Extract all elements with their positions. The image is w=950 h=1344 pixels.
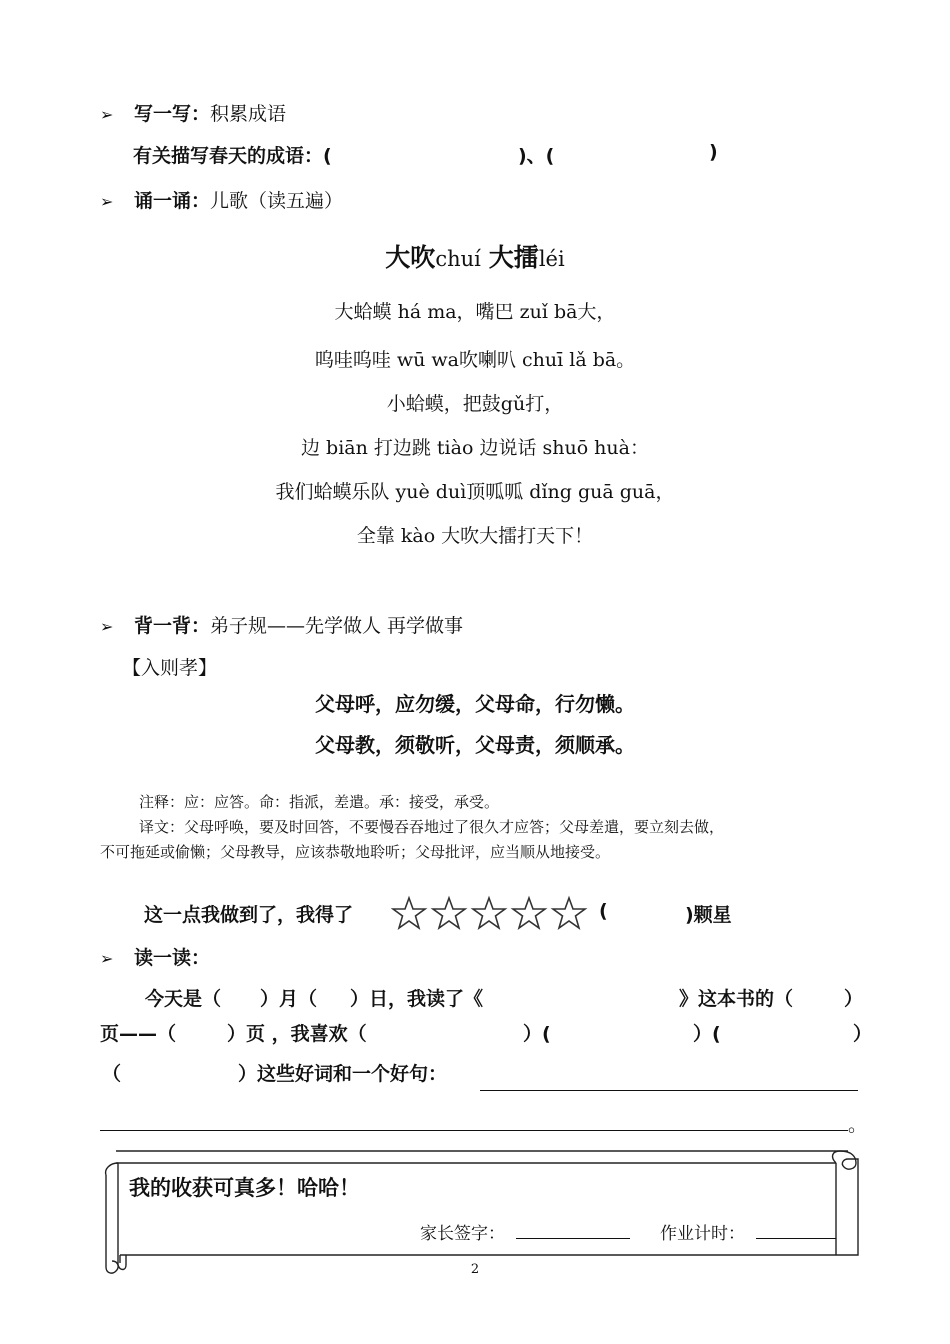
section-memorize-heading [100, 611, 463, 638]
stars-close: )颗星 [685, 904, 732, 926]
poem-line: 我们蛤蟆乐队 yuè duì顶呱呱 dǐng guā guā， [275, 481, 675, 503]
homework-time-field[interactable] [756, 1238, 836, 1239]
section-label: 诵一诵： [134, 190, 211, 212]
section-label: 背一背： [134, 615, 211, 637]
verse-line: 父母呼，应勿缓，父母命，行勿懒。 [315, 692, 635, 716]
sentence-answer-line[interactable] [480, 1090, 858, 1091]
parent-sign-label: 家长签字： [420, 1224, 505, 1244]
read-text: ）月（ [260, 988, 318, 1010]
verse-line: 父母教，须敬听，父母责，须顺承。 [315, 733, 635, 757]
read-text: ）( [693, 1023, 721, 1045]
star-outline-icons[interactable] [391, 895, 591, 931]
stars-text: 这一点我做到了，我得了 [144, 904, 354, 926]
page-number: 2 [470, 1262, 480, 1277]
read-text: 今天是（ [145, 988, 222, 1010]
read-text: ）日，我读了《 [350, 988, 484, 1010]
idiom-separator: )、( [518, 145, 555, 167]
read-text: （ [102, 1063, 122, 1085]
section-topic: 积累成语 [210, 103, 287, 125]
read-text: 》这本书的（ [679, 988, 794, 1010]
arrow-bullet-icon: ➢ [100, 105, 114, 124]
section-label: 读一读： [134, 947, 211, 969]
read-text: ）这些好词和一个好句： [238, 1063, 448, 1085]
parent-sign-field[interactable] [516, 1238, 630, 1239]
star-rating[interactable] [391, 895, 591, 935]
poem-line: 呜哇呜哇 wū wa吹喇叭 chuī lǎ bā。 [314, 349, 636, 371]
poem-line: 小蛤蟆，把鼓gǔ打， [386, 393, 564, 415]
arrow-bullet-icon: ➢ [100, 949, 114, 968]
translation-line-1: 译文：父母呼唤，要及时回答，不要慢吞吞地过了很久才应答；父母差遣，要立刻去做， [139, 818, 725, 836]
stars-open: ( [599, 900, 608, 922]
read-text: ） [844, 988, 864, 1010]
section-write-heading [100, 99, 286, 126]
memorize-subtitle: 【入则孝】 [122, 657, 218, 679]
homework-time-label: 作业计时： [660, 1224, 745, 1244]
translation-line-2: 不可拖延或偷懒；父母教导，应该恭敬地聆听；父母批评，应当顺从地接受。 [100, 843, 611, 861]
arrow-bullet-icon: ➢ [100, 617, 114, 636]
sentence-answer-line-2[interactable] [100, 1130, 848, 1131]
end-mark: 。 [848, 1114, 868, 1136]
section-read-heading [100, 943, 210, 970]
idiom-prompt: 有关描写春天的成语：( [133, 145, 332, 167]
arrow-bullet-icon: ➢ [100, 192, 114, 211]
idiom-close: ) [709, 141, 718, 163]
read-text: ） [853, 1023, 873, 1045]
annotation-note: 注释：应：应答。命：指派，差遣。承：接受，承受。 [139, 793, 500, 811]
section-label: 写一写： [134, 103, 211, 125]
scroll-banner-frame [96, 1143, 864, 1275]
poem-line: 边 biān 打边跳 tiào 边说话 shuō huà： [301, 437, 649, 459]
scroll-title: 我的收获可真多！哈哈！ [129, 1176, 360, 1200]
read-text: ）( [523, 1023, 551, 1045]
read-text: ）页 ，我喜欢（ [227, 1023, 367, 1045]
poem-line: 大蛤蟆 há ma，嘴巴 zuǐ bā大， [334, 301, 616, 323]
read-text: 页——（ [100, 1023, 177, 1045]
poem-line: 全靠 kào 大吹大擂打天下！ [356, 525, 594, 547]
section-topic: 弟子规——先学做人 再学做事 [210, 615, 464, 637]
section-recite-heading [100, 186, 343, 213]
section-topic: 儿歌（读五遍） [210, 190, 344, 212]
poem-title: 大吹chuí 大擂léi [385, 243, 565, 272]
